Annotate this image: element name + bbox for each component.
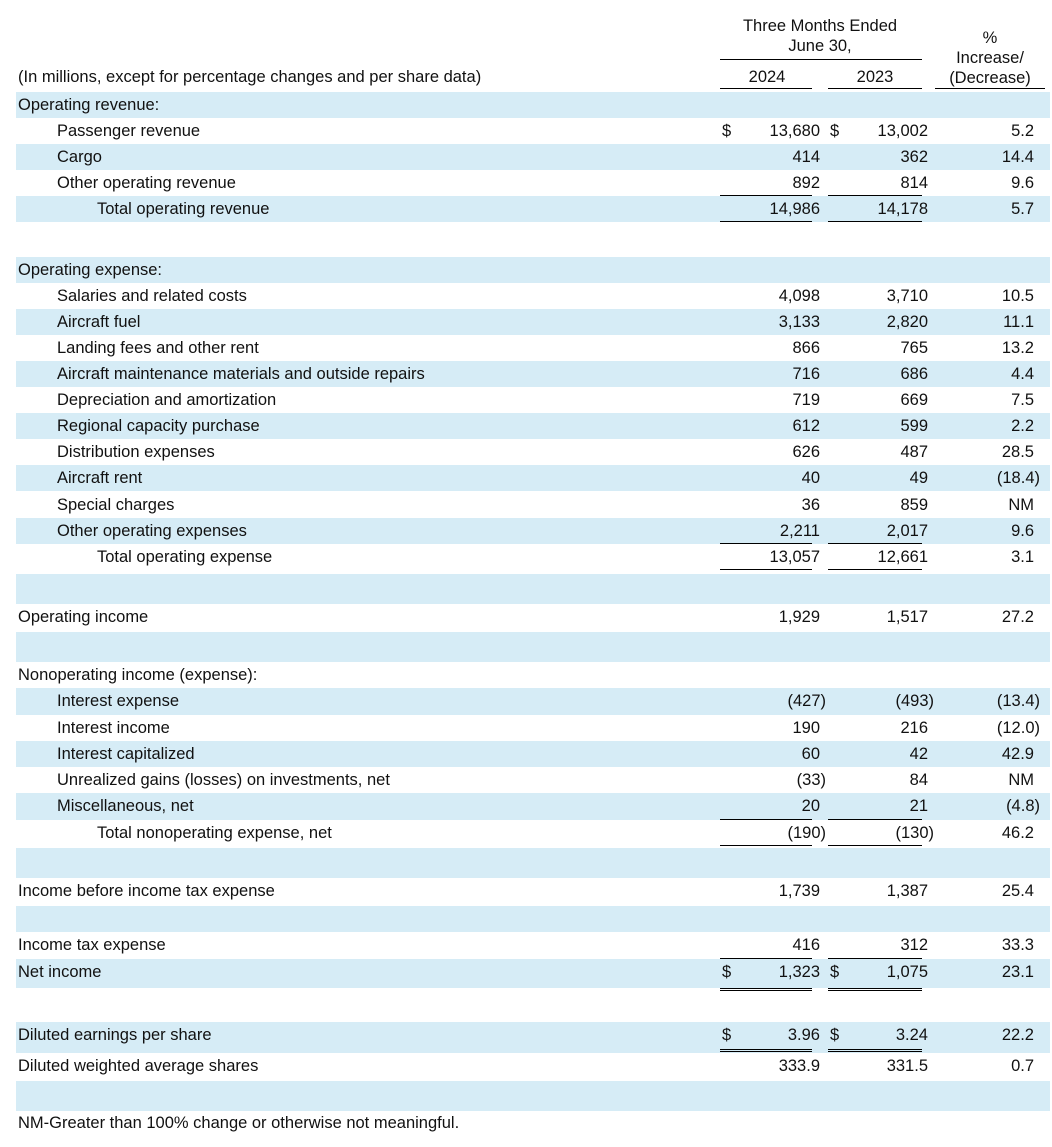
interest-expense-2024-value: (427) xyxy=(787,692,826,710)
aircraft-rent-2023-value: 49 xyxy=(909,469,928,487)
total-nonoperating-bottom-rule-2023 xyxy=(828,845,922,846)
operating-income-pct-change: 27.2 xyxy=(1001,608,1034,626)
total-operating-revenue-top-rule-2023 xyxy=(828,195,922,196)
total-nonoperating-bottom-rule-2024 xyxy=(720,845,812,846)
row-landing-fees xyxy=(16,335,1050,361)
row-operating-income xyxy=(16,604,1050,632)
aircraft-fuel-2023-value: 2,820 xyxy=(886,313,928,331)
total-nonoperating-2024-value: (190) xyxy=(787,824,826,842)
passenger-revenue-2023-value: 13,002 xyxy=(877,122,928,140)
maintenance-label: Aircraft maintenance materials and outside repairs xyxy=(57,365,425,383)
year-2024-header: 2024 xyxy=(748,68,786,86)
diluted-eps-double-rule-2023 xyxy=(828,1049,922,1052)
year-2023-underline xyxy=(828,88,922,89)
other-operating-expenses-pct-change: 9.6 xyxy=(1011,522,1034,540)
row-interest-expense xyxy=(16,688,1050,715)
row-special-charges xyxy=(16,492,1050,518)
operating-income-2023-value: 1,517 xyxy=(886,608,928,626)
interest-income-label: Interest income xyxy=(57,719,170,737)
miscellaneous-pct-change: (4.8) xyxy=(1006,797,1040,815)
pct-change-header-underline xyxy=(935,88,1045,89)
row-passenger-revenue xyxy=(16,118,1050,144)
other-operating-revenue-2023-value: 814 xyxy=(900,174,928,192)
net-income-double-rule-2024 xyxy=(720,988,812,991)
period-header-underline xyxy=(720,59,922,60)
row-diluted-shares xyxy=(16,1053,1050,1081)
diluted-eps-double-rule-2024 xyxy=(720,1049,812,1052)
row-operating-revenue-header xyxy=(16,92,1050,118)
row-unrealized-gains xyxy=(16,767,1050,793)
row-interest-income xyxy=(16,715,1050,741)
depreciation-2023-value: 669 xyxy=(900,391,928,409)
year-2023-header: 2023 xyxy=(856,68,894,86)
net-income-pct-change: 23.1 xyxy=(1001,963,1034,981)
total-nonoperating-2023-value: (130) xyxy=(895,824,934,842)
aircraft-fuel-2024-value: 3,133 xyxy=(778,313,820,331)
regional-capacity-2023-value: 599 xyxy=(900,417,928,435)
total-operating-expense-2024-value: 13,057 xyxy=(769,548,820,566)
landing-fees-pct-change: 13.2 xyxy=(1001,339,1034,357)
row-income-tax-expense xyxy=(16,932,1050,959)
distribution-2023-value: 487 xyxy=(900,443,928,461)
income-before-tax-pct-change: 25.4 xyxy=(1001,882,1034,900)
row-operating-expense-header xyxy=(16,257,1050,283)
cargo-label: Cargo xyxy=(57,148,102,166)
income-tax-expense-2024-value: 416 xyxy=(792,936,820,954)
regional-capacity-label: Regional capacity purchase xyxy=(57,417,260,435)
salaries-label: Salaries and related costs xyxy=(57,287,247,305)
landing-fees-2024-value: 866 xyxy=(792,339,820,357)
diluted-shares-2023-value: 331.5 xyxy=(886,1057,928,1075)
row-spacer-6 xyxy=(16,988,1050,1022)
aircraft-rent-label: Aircraft rent xyxy=(57,469,143,487)
row-total-nonoperating xyxy=(16,820,1050,848)
other-operating-revenue-pct-change: 9.6 xyxy=(1011,174,1034,192)
row-other-operating-expenses xyxy=(16,518,1050,544)
nonoperating-header-label: Nonoperating income (expense): xyxy=(18,666,258,684)
row-interest-capitalized xyxy=(16,741,1050,767)
depreciation-label: Depreciation and amortization xyxy=(57,391,277,409)
operating-expense-header-label: Operating expense: xyxy=(18,261,163,279)
total-operating-revenue-2024-value: 14,986 xyxy=(769,200,820,218)
pct-change-header: % Increase/ (Decrease) xyxy=(949,29,1031,87)
maintenance-2023-value: 686 xyxy=(900,365,928,383)
other-operating-revenue-label: Other operating revenue xyxy=(57,174,236,192)
landing-fees-2023-value: 765 xyxy=(900,339,928,357)
other-operating-expenses-2024-value: 2,211 xyxy=(779,522,820,540)
row-aircraft-rent xyxy=(16,465,1050,491)
total-operating-revenue-top-rule-2024 xyxy=(720,195,812,196)
aircraft-rent-pct-change: (18.4) xyxy=(996,469,1040,487)
row-spacer-5 xyxy=(16,906,1050,932)
income-tax-expense-2023-value: 312 xyxy=(900,936,928,954)
passenger-revenue-pct-change: 5.2 xyxy=(1011,122,1034,140)
net-income-top-rule-2023 xyxy=(828,958,922,959)
interest-income-pct-change: (12.0) xyxy=(996,719,1040,737)
maintenance-pct-change: 4.4 xyxy=(1011,365,1034,383)
diluted-eps-label: Diluted earnings per share xyxy=(18,1026,212,1044)
miscellaneous-label: Miscellaneous, net xyxy=(57,797,194,815)
row-nonoperating-header xyxy=(16,662,1050,688)
total-nonoperating-label: Total nonoperating expense, net xyxy=(97,824,332,842)
passenger-revenue-label: Passenger revenue xyxy=(57,122,201,140)
diluted-shares-label: Diluted weighted average shares xyxy=(18,1057,259,1075)
row-depreciation xyxy=(16,387,1050,413)
units-note: (In millions, except for percentage changes and per share data) xyxy=(18,68,482,86)
row-aircraft-fuel xyxy=(16,309,1050,335)
interest-capitalized-2023-value: 42 xyxy=(909,745,928,763)
total-operating-revenue-label: Total operating revenue xyxy=(97,200,270,218)
cargo-2023-value: 362 xyxy=(900,148,928,166)
net-income-label: Net income xyxy=(18,963,102,981)
diluted-eps-2023-value: 3.24 xyxy=(895,1026,928,1044)
depreciation-pct-change: 7.5 xyxy=(1011,391,1034,409)
aircraft-fuel-pct-change: 11.1 xyxy=(1003,313,1034,331)
net-income-double-rule-2023 xyxy=(828,988,922,991)
other-operating-expenses-label: Other operating expenses xyxy=(57,522,247,540)
total-operating-revenue-pct-change: 5.7 xyxy=(1011,200,1034,218)
row-cargo xyxy=(16,144,1050,170)
row-spacer-1 xyxy=(16,222,1050,257)
total-nonoperating-top-rule-2024 xyxy=(720,819,812,820)
row-income-before-tax xyxy=(16,878,1050,906)
operating-revenue-header-label: Operating revenue: xyxy=(18,96,160,114)
total-nonoperating-pct-change: 46.2 xyxy=(1001,824,1034,842)
passenger-revenue-2024-dollar-sign: $ xyxy=(722,122,732,140)
total-operating-expense-bottom-rule-2023 xyxy=(828,569,922,570)
net-income-top-rule-2024 xyxy=(720,958,812,959)
income-before-tax-2023-value: 1,387 xyxy=(886,882,928,900)
aircraft-rent-2024-value: 40 xyxy=(801,469,820,487)
unrealized-gains-2023-value: 84 xyxy=(909,771,928,789)
distribution-2024-value: 626 xyxy=(792,443,820,461)
period-header: Three Months Ended June 30, xyxy=(742,17,898,55)
landing-fees-label: Landing fees and other rent xyxy=(57,339,259,357)
total-operating-revenue-bottom-rule-2024 xyxy=(720,221,812,222)
unrealized-gains-label: Unrealized gains (losses) on investments, net xyxy=(57,771,390,789)
aircraft-fuel-label: Aircraft fuel xyxy=(57,313,141,331)
diluted-eps-2024-dollar-sign: $ xyxy=(722,1026,732,1044)
interest-expense-pct-change: (13.4) xyxy=(996,692,1040,710)
unrealized-gains-2024-value: (33) xyxy=(796,771,826,789)
interest-expense-label: Interest expense xyxy=(57,692,179,710)
total-operating-expense-pct-change: 3.1 xyxy=(1011,548,1034,566)
total-operating-expense-bottom-rule-2024 xyxy=(720,569,812,570)
total-nonoperating-top-rule-2023 xyxy=(828,819,922,820)
cargo-2024-value: 414 xyxy=(792,148,820,166)
total-operating-expense-2023-value: 12,661 xyxy=(877,548,928,566)
operating-income-label: Operating income xyxy=(18,608,149,626)
net-income-2023-value: 1,075 xyxy=(886,963,928,981)
net-income-2024-value: 1,323 xyxy=(778,963,820,981)
income-tax-expense-pct-change: 33.3 xyxy=(1001,936,1034,954)
row-distribution xyxy=(16,439,1050,465)
total-operating-expense-label: Total operating expense xyxy=(97,548,273,566)
diluted-eps-pct-change: 22.2 xyxy=(1001,1026,1034,1044)
income-before-tax-2024-value: 1,739 xyxy=(778,882,820,900)
special-charges-label: Special charges xyxy=(57,496,175,514)
unrealized-gains-pct-change: NM xyxy=(1008,771,1034,789)
total-operating-expense-top-rule-2023 xyxy=(828,543,922,544)
depreciation-2024-value: 719 xyxy=(792,391,820,409)
interest-income-2024-value: 190 xyxy=(792,719,820,737)
regional-capacity-2024-value: 612 xyxy=(792,417,820,435)
total-operating-expense-top-rule-2024 xyxy=(720,543,812,544)
diluted-shares-pct-change: 0.7 xyxy=(1011,1057,1034,1075)
special-charges-pct-change: NM xyxy=(1008,496,1034,514)
year-2024-underline xyxy=(720,88,812,89)
special-charges-2024-value: 36 xyxy=(801,496,820,514)
special-charges-2023-value: 859 xyxy=(900,496,928,514)
operating-income-2024-value: 1,929 xyxy=(778,608,820,626)
distribution-label: Distribution expenses xyxy=(57,443,215,461)
interest-capitalized-pct-change: 42.9 xyxy=(1001,745,1034,763)
regional-capacity-pct-change: 2.2 xyxy=(1011,417,1034,435)
cargo-pct-change: 14.4 xyxy=(1001,148,1034,166)
maintenance-2024-value: 716 xyxy=(792,365,820,383)
interest-capitalized-label: Interest capitalized xyxy=(57,745,195,763)
row-spacer-7 xyxy=(16,1081,1050,1111)
row-spacer-4 xyxy=(16,848,1050,878)
income-tax-expense-label: Income tax expense xyxy=(18,936,166,954)
footnote: NM-Greater than 100% change or otherwise not meaningful. xyxy=(18,1114,460,1132)
other-operating-revenue-2024-value: 892 xyxy=(792,174,820,192)
interest-capitalized-2024-value: 60 xyxy=(801,745,820,763)
row-net-income xyxy=(16,959,1050,988)
miscellaneous-2024-value: 20 xyxy=(801,797,820,815)
row-miscellaneous xyxy=(16,793,1050,820)
other-operating-expenses-2023-value: 2,017 xyxy=(886,522,928,540)
passenger-revenue-2024-value: 13,680 xyxy=(769,122,820,140)
row-salaries xyxy=(16,283,1050,309)
diluted-eps-2024-value: 3.96 xyxy=(787,1026,820,1044)
salaries-2023-value: 3,710 xyxy=(886,287,928,305)
income-before-tax-label: Income before income tax expense xyxy=(18,882,275,900)
row-maintenance xyxy=(16,361,1050,387)
row-total-operating-revenue xyxy=(16,196,1050,222)
salaries-2024-value: 4,098 xyxy=(778,287,820,305)
row-regional-capacity xyxy=(16,413,1050,439)
passenger-revenue-2023-dollar-sign: $ xyxy=(830,122,840,140)
row-spacer-3 xyxy=(16,632,1050,662)
row-spacer-2 xyxy=(16,574,1050,604)
net-income-2023-dollar-sign: $ xyxy=(830,963,840,981)
interest-income-2023-value: 216 xyxy=(900,719,928,737)
total-operating-revenue-bottom-rule-2023 xyxy=(828,221,922,222)
miscellaneous-2023-value: 21 xyxy=(909,797,928,815)
row-other-operating-revenue xyxy=(16,170,1050,196)
salaries-pct-change: 10.5 xyxy=(1001,287,1034,305)
diluted-eps-2023-dollar-sign: $ xyxy=(830,1026,840,1044)
distribution-pct-change: 28.5 xyxy=(1001,443,1034,461)
interest-expense-2023-value: (493) xyxy=(895,692,934,710)
net-income-2024-dollar-sign: $ xyxy=(722,963,732,981)
total-operating-revenue-2023-value: 14,178 xyxy=(877,200,928,218)
diluted-shares-2024-value: 333.9 xyxy=(778,1057,820,1075)
